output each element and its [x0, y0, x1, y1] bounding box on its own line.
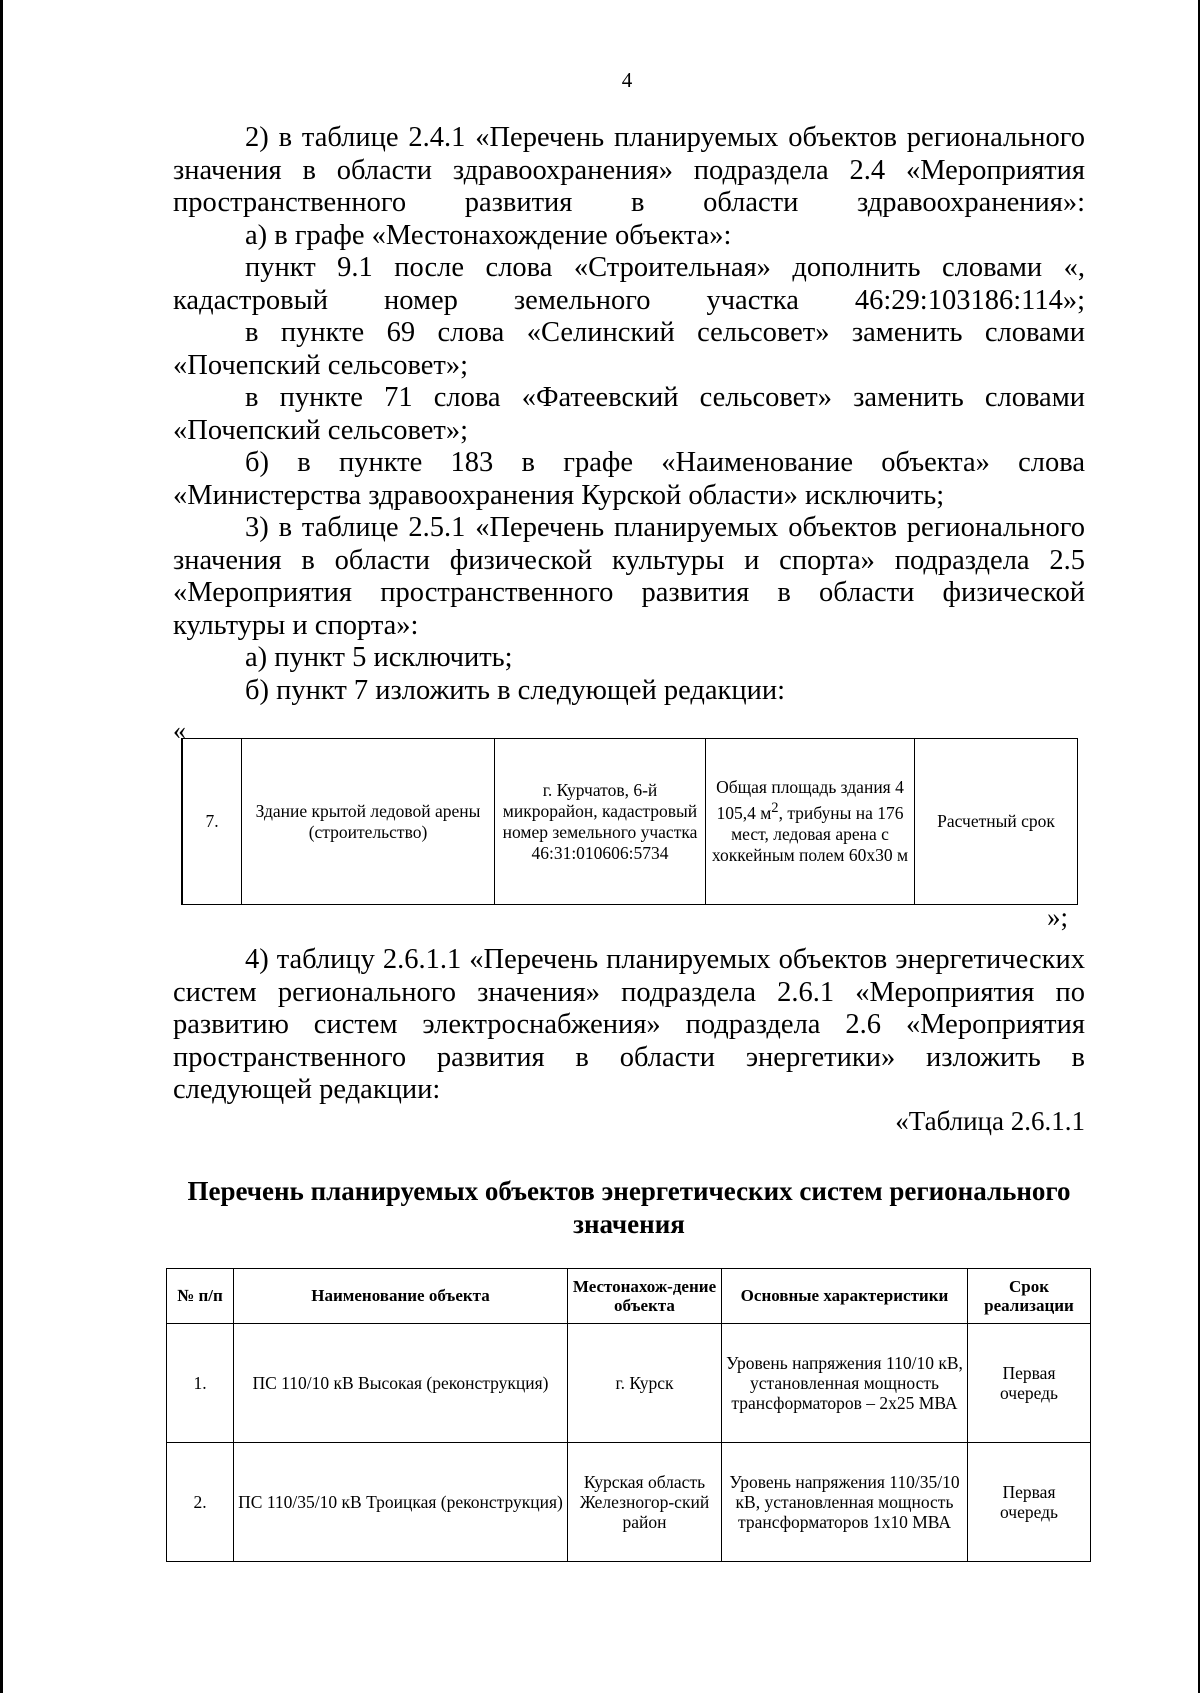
table-row — [182, 739, 1078, 905]
row-2-name: ПС 110/35/10 кВ Троицкая (реконструкция) — [234, 1442, 568, 1561]
paragraph-4: 4) таблицу 2.6.1.1 «Перечень планируемых объектов энергетических систем регионального значения» подраздела 2.6.1 «Мероприятия по развитию систем электроснабжения» подраздела 2.6 «Мероприятия пространственного развития в области энергетики» изложить в следующей редакции: — [173, 944, 1085, 1105]
header-name: Наименование объекта — [234, 1269, 568, 1324]
row-1-name: ПС 110/10 кВ Высокая (реконструкция) — [234, 1323, 568, 1442]
paragraph-2a-item-9-1: пункт 9.1 после слова «Строительная» дополнить словами «, кадастровый номер земельного участка 46:29:103186:114»; — [173, 252, 1085, 316]
table-7-characteristics-b: , трибуны на 176 мест, ледовая арена с хоккейным полем 60х30 м — [711, 802, 909, 865]
table-7-location: г. Курчатов, 6-й микрорайон, кадастровый номер земельного участка 46:31:010606:5734 — [495, 739, 706, 905]
table-7-number: 7. — [182, 739, 242, 905]
paragraph-3a: а) пункт 5 исключить; — [245, 642, 513, 673]
table-7-name: Здание крытой ледовой арены (строительство) — [242, 739, 495, 905]
body-text — [173, 122, 1085, 707]
paragraph-2b: б) в пункте 183 в графе «Наименование объекта» слова «Министерства здравоохранения Курской области» исключить; — [173, 447, 1085, 511]
table-row — [167, 1323, 1091, 1442]
header-term: Срок реализации — [968, 1269, 1091, 1324]
paragraph-2: 2) в таблице 2.4.1 «Перечень планируемых объектов регионального значения в области здравоохранения» подраздела 2.4 «Мероприятия пространственного развития в области здравоохранения»: — [173, 122, 1085, 218]
paragraph-2a-item-69: в пункте 69 слова «Селинский сельсовет» заменить словами «Почепский сельсовет»; — [173, 317, 1085, 381]
quote-open: « — [173, 716, 186, 745]
row-2-location: Курская область Железногор-ский район — [568, 1442, 722, 1561]
table-7-characteristics — [706, 739, 915, 905]
row-2-num: 2. — [167, 1442, 234, 1561]
row-1-term: Первая очередь — [968, 1323, 1091, 1442]
row-1-num: 1. — [167, 1323, 234, 1442]
row-1-location: г. Курск — [568, 1323, 722, 1442]
table-7-characteristics-a: Общая площадь здания 4 105,4 м — [716, 777, 904, 823]
table-row — [167, 1442, 1091, 1561]
table-7-term: Расчетный срок — [915, 739, 1078, 905]
paragraph-3b: б) пункт 7 изложить в следующей редакции: — [245, 674, 786, 706]
page-number: 4 — [621, 68, 633, 92]
row-1-characteristics: Уровень напряжения 110/10 кВ, установленная мощность трансформаторов – 2х25 МВА — [722, 1323, 968, 1442]
row-2-term: Первая очередь — [968, 1442, 1091, 1561]
header-num: № п/п — [167, 1269, 234, 1324]
quote-close: »; — [1047, 902, 1069, 932]
header-location: Местонахож-дение объекта — [568, 1269, 722, 1324]
table-caption: «Таблица 2.6.1.1 — [895, 1106, 1085, 1136]
paragraph-4-block — [173, 944, 1085, 1107]
table-item-7 — [181, 738, 1078, 905]
paragraph-2a-item-71: в пункте 71 слова «Фатеевский сельсовет» заменить словами «Почепский сельсовет»; — [173, 382, 1085, 446]
paragraph-3: 3) в таблице 2.5.1 «Перечень планируемых объектов регионального значения в области физической культуры и спорта» подраздела 2.5 «Мероприятия пространственного развития в области физической культуры и спорта»: — [173, 512, 1085, 641]
table-header-row — [167, 1269, 1091, 1324]
header-characteristics: Основные характеристики — [722, 1269, 968, 1324]
paragraph-2a: а) в графе «Местонахождение объекта»: — [245, 219, 732, 251]
row-2-characteristics: Уровень напряжения 110/35/10 кВ, установленная мощность трансформаторов 1х10 МВА — [722, 1442, 968, 1561]
table-title: Перечень планируемых объектов энергетических систем регионального значения — [187, 1176, 1071, 1239]
energy-objects-table — [166, 1268, 1091, 1562]
table-7-characteristics-sup: 2 — [771, 800, 779, 817]
